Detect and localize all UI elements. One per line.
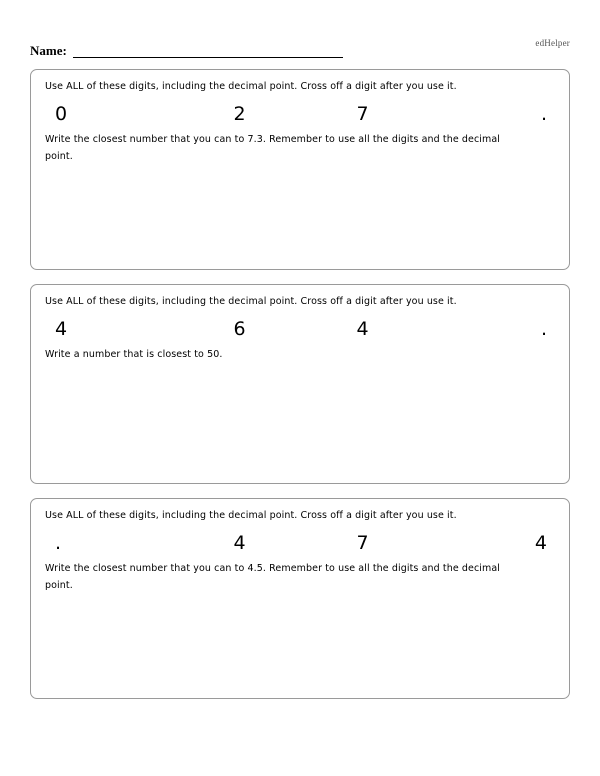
problem-instructions: Use ALL of these digits, including the decimal point. Cross off a digit after you use it. bbox=[45, 81, 457, 92]
problem-task: Write a number that is closest to 50. bbox=[45, 349, 223, 360]
name-field-row bbox=[30, 44, 343, 58]
problem-task: Write the closest number that you can to 7.3. Remember to use all the digits and the decimal point. bbox=[45, 134, 501, 162]
digit-tile[interactable]: 4 bbox=[534, 532, 547, 554]
digit-tile[interactable]: 7 bbox=[356, 103, 369, 125]
digit-tile[interactable]: 7 bbox=[356, 532, 369, 554]
digit-row bbox=[45, 312, 551, 346]
problem-item bbox=[30, 498, 570, 699]
name-input-line[interactable] bbox=[73, 44, 343, 58]
brand-logo: edHelper bbox=[535, 38, 570, 48]
problem-instructions: Use ALL of these digits, including the decimal point. Cross off a digit after you use it. bbox=[45, 296, 457, 307]
digit-tile[interactable]: 2 bbox=[233, 103, 246, 125]
problem-task: Write the closest number that you can to 4.5. Remember to use all the digits and the decimal point. bbox=[45, 563, 501, 591]
problem-item bbox=[30, 284, 570, 484]
digit-tile[interactable]: 4 bbox=[55, 318, 68, 340]
digit-tile[interactable]: . bbox=[540, 103, 547, 125]
answer-area[interactable] bbox=[43, 594, 557, 698]
digit-tile[interactable]: . bbox=[55, 532, 62, 554]
name-label: Name: bbox=[30, 43, 67, 58]
answer-area[interactable] bbox=[43, 363, 557, 483]
digit-tile[interactable]: 4 bbox=[356, 318, 369, 340]
problem-item bbox=[30, 69, 570, 270]
problem-list bbox=[30, 69, 570, 713]
digit-tile[interactable]: . bbox=[540, 318, 547, 340]
digit-row bbox=[45, 97, 551, 131]
answer-area[interactable] bbox=[43, 165, 557, 269]
digit-tile[interactable]: 0 bbox=[55, 103, 68, 125]
digit-tile[interactable]: 6 bbox=[233, 318, 246, 340]
problem-instructions: Use ALL of these digits, including the decimal point. Cross off a digit after you use it. bbox=[45, 510, 457, 521]
digit-tile[interactable]: 4 bbox=[233, 532, 246, 554]
digit-row bbox=[45, 526, 551, 560]
